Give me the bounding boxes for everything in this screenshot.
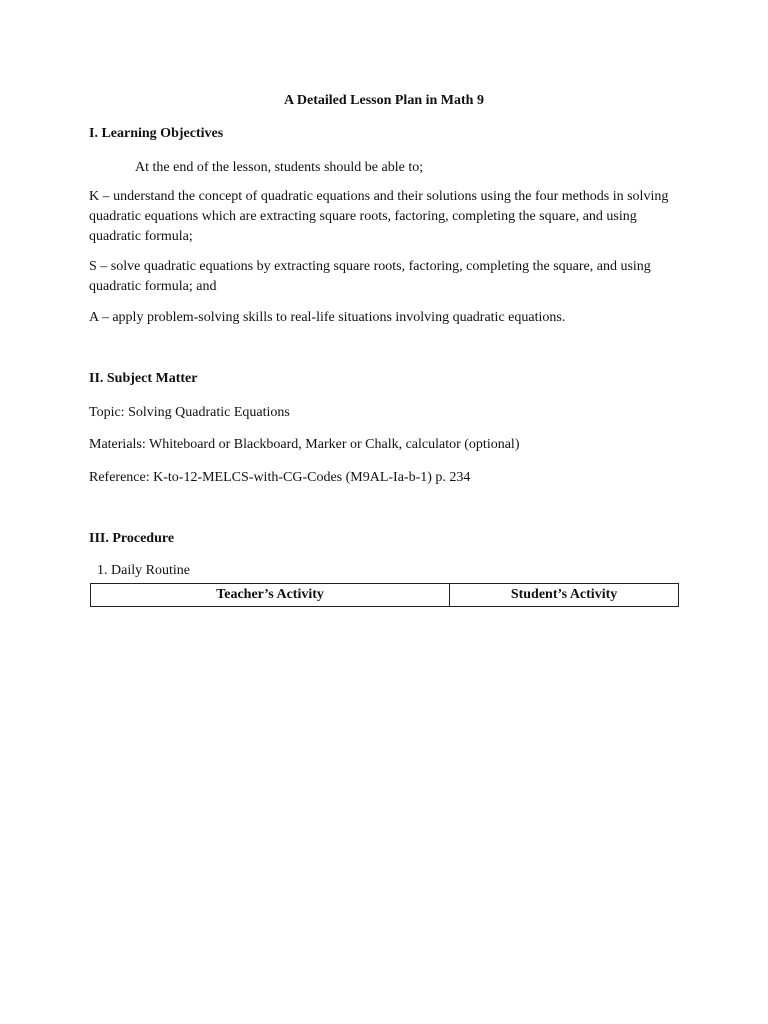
objective-attitude: A – apply problem-solving skills to real-life situations involving quadratic equations. — [89, 310, 566, 325]
topic-line: Topic: Solving Quadratic Equations — [89, 405, 290, 420]
activity-table-header-row — [91, 584, 679, 607]
procedure-heading: III. Procedure — [89, 531, 175, 546]
objective-knowledge: K – understand the concept of quadratic equations and their solutions using the four methods in solving quadratic equations which are extracting square roots, factoring, completing the square, and using quadratic formula; — [89, 189, 669, 244]
document-title: A Detailed Lesson Plan in Math 9 — [284, 93, 484, 108]
daily-routine-item: 1. Daily Routine — [97, 563, 190, 578]
student-activity-header: Student’s Activity — [450, 584, 679, 607]
subject-matter-heading: II. Subject Matter — [89, 371, 198, 386]
learning-objectives-heading: I. Learning Objectives — [89, 126, 224, 141]
reference-line: Reference: K-to-12-MELCS-with-CG-Codes (M9AL-Ia-b-1) p. 234 — [89, 470, 471, 485]
objective-skill: S – solve quadratic equations by extracting square roots, factoring, completing the square, and using quadratic formula; and — [89, 259, 651, 294]
materials-line: Materials: Whiteboard or Blackboard, Marker or Chalk, calculator (optional) — [89, 437, 520, 452]
objectives-intro: At the end of the lesson, students should be able to; — [135, 160, 424, 175]
activity-table — [90, 583, 679, 607]
teacher-activity-header: Teacher’s Activity — [91, 584, 450, 607]
